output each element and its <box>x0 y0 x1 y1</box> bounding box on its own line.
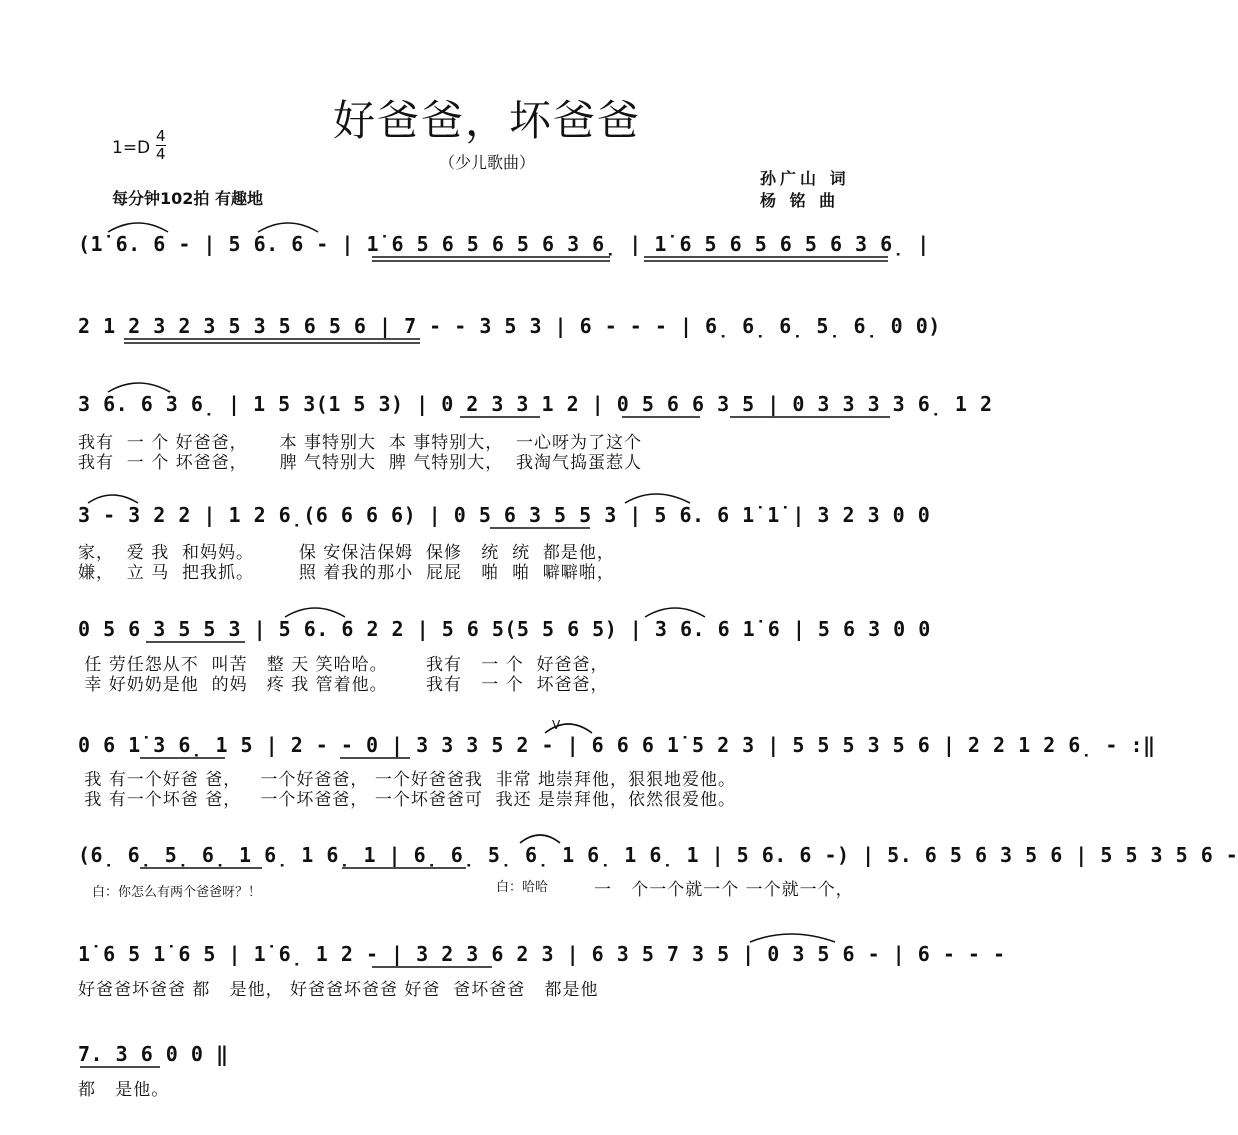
tie-line-5-a <box>285 608 345 617</box>
score-line-6: 0 6 1̇ 3 6̣ 1 5 | 2 - - 0 | 3 3 3 5 2 - | 6 6 6 1̇ 5 2 3 | 5 5 5 3 5 6 | 2 2 1 2 6̣ - :‖ <box>78 733 1156 757</box>
tie-line-5-b <box>645 608 705 617</box>
time-signature-bottom: 4 <box>156 145 166 163</box>
key-signature: 1=D <box>112 138 151 158</box>
time-signature <box>156 128 166 163</box>
spoken-line-1: 白：你怎么有两个爸爸呀？！ <box>92 885 262 900</box>
tie-line-1-b <box>258 223 318 232</box>
lyric-line-8: 好爸爸坏爸爸 都 是他， 好爸爸坏爸爸 好爸 爸坏爸爸 都是他 <box>78 980 599 1000</box>
composer-credit: 杨 铭 曲 <box>760 191 840 210</box>
tie-line-4-a <box>88 495 138 503</box>
tie-line-7-a <box>520 835 560 843</box>
tie-line-8-a <box>750 934 835 942</box>
score-line-3: 3 6. 6 3 6̣ | 1 5 3(1 5 3) | 0 2 3 3 1 2 | 0 5 6 6 3 5 | 0 3 3 3 3 6̣ 1 2 <box>78 392 993 416</box>
song-subtitle: （少儿歌曲） <box>438 153 535 172</box>
lyric-line-7: 一 个一个就一个 一个就一个， <box>594 880 854 900</box>
tie-line-3-a <box>108 383 170 392</box>
lyric-line-3-verse-1: 我有 一 个 好爸爸， 本 事特别大 本 事特别大， 一心呀为了这个 <box>78 433 643 453</box>
tie-line-4-b <box>625 494 690 503</box>
lyric-line-6-verse-1: 我 有一个好爸 爸， 一个好爸爸， 一个好爸爸我 非常 地崇拜他，狠狠地爱他。 <box>78 770 737 790</box>
tie-line-1-a <box>108 223 168 232</box>
score-line-7: (6̣ 6̣ 5̣ 6̣ 1 6̣ 1 6̣ 1 | 6̣ 6̣ 5̣ 6̣ 1 6̣ 1 6̣ 1 | 5 6. 6 -) | 5. 6 5 6 3 5 6 | 5 5 3 5 6 - <box>78 843 1238 867</box>
score-line-5: 0 5 6 3 5 5 3 | 5 6. 6 2 2 | 5 6 5(5 5 6 5) | 3 6. 6 1̇ 6 | 5 6 3 0 0 <box>78 617 931 641</box>
lyric-line-5-verse-2: 幸 好奶奶是他 的妈 疼 我 管着他。 我有 一 个 坏爸爸， <box>78 675 609 695</box>
lyric-line-9: 都 是他。 <box>78 1080 170 1100</box>
lyric-line-4-verse-1: 家， 爱 我 和妈妈。 保 安保洁保姆 保修 统 统 都是他， <box>78 543 615 563</box>
lyric-line-4-verse-2: 嫌， 立 马 把我抓。 照 着我的那小 屁屁 啪 啪 噼噼啪， <box>78 563 615 583</box>
score-line-9: 7. 3 6 0 0 ‖ <box>78 1042 229 1066</box>
lyricist-credit: 孙广山 词 <box>760 169 850 188</box>
lyric-line-5-verse-1: 任 劳任怨从不 叫苦 整 天 笑哈哈。 我有 一 个 好爸爸， <box>78 655 609 675</box>
score-line-1: (1̇ 6. 6 - | 5 6. 6 - | 1̇ 6 5 6 5 6 5 6 3 6̣ | 1̇ 6 5 6 5 6 5 6 3 6̣ | <box>78 232 930 256</box>
song-title: 好爸爸，坏爸爸 <box>332 96 641 145</box>
lyric-line-3-verse-2: 我有 一 个 坏爸爸， 脾 气特别大 脾 气特别大， 我淘气捣蛋惹人 <box>78 453 643 473</box>
time-signature-top: 4 <box>156 127 166 145</box>
score-line-2: 2 1 2 3 2 3 5 3 5 6 5 6 | 7 - - 3 5 3 | 6 - - - | 6̣ 6̣ 6̣ 5̣ 6̣ 0 0) <box>78 314 941 338</box>
score-line-4: 3 - 3 2 2 | 1 2 6̣(6 6 6 6) | 0 5 6 3 5 5 3 | 5 6. 6 1̇ 1̇ | 3 2 3 0 0 <box>78 503 931 527</box>
spoken-line-2: 白：哈哈 <box>496 880 549 895</box>
tempo-marking: 每分钟102拍 有趣地 <box>112 189 263 208</box>
score-line-8: 1̇ 6 5 1̇ 6 5 | 1̇ 6̣ 1 2 - | 3 2 3 6 2 3 | 6 3 5 7 3 5 | 0 3 5 6 - | 6 - - - <box>78 942 1006 966</box>
breath-mark: V <box>552 718 561 732</box>
lyric-line-6-verse-2: 我 有一个坏爸 爸， 一个坏爸爸， 一个坏爸爸可 我还 是崇拜他，依然很爱他。 <box>78 790 737 810</box>
